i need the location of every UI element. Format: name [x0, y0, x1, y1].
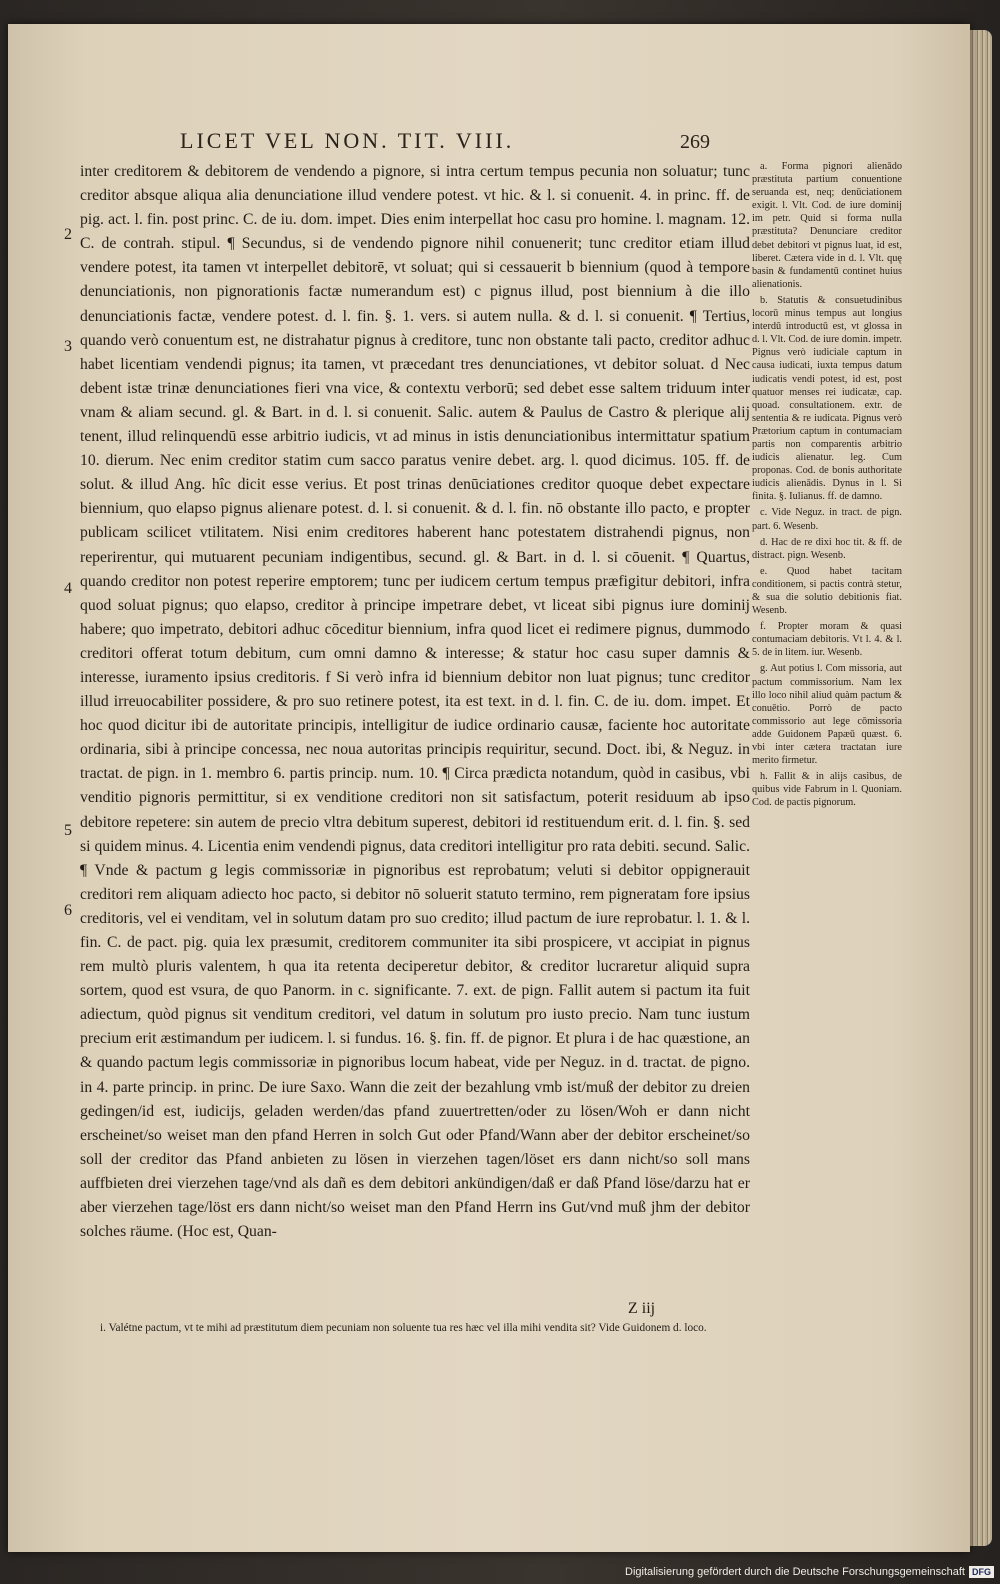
margin-number: 2	[64, 226, 72, 243]
digitization-stamp	[625, 1566, 994, 1578]
side-note: f. Propter moram & quasi contumaciam debitoris. Vt l. 4. & l. 5. de in litem. iur. Wesenb.	[752, 621, 902, 659]
main-text-block	[80, 160, 750, 1360]
side-note: h. Fallit & in alijs casibus, de quibus vide Fabrum in l. Quoniam. Cod. de pactis pignorum.	[752, 771, 902, 809]
footnote: i. Valétne pactum, vt te mihi ad præstitutum diem pecuniam non soluente tua res hæc vel illa mihi vendita sit? Vide Guidonem d. loco.	[100, 1322, 707, 1334]
side-notes-column	[752, 160, 902, 1340]
side-note: d. Hac de re dixi hoc tit. & ff. de distract. pign. Wesenb.	[752, 536, 902, 561]
side-note: a. Forma pignori alienādo præstituta partium conuentione seruanda est, neq; denūciationem exigit. l. Vlt. Cod. de iure dominij im petr. Quid si forma nulla præstituta? Denunciare creditor debet debitori vt pignus luat, id est, liberet. Cætera vide in d. l. Vlt. quę basin & fundamentū continet huius alienationis.	[752, 161, 902, 290]
margin-number: 4	[64, 580, 72, 597]
digitization-text: Digitalisierung gefördert durch die Deutsche Forschungsgemeinschaft	[625, 1566, 965, 1578]
main-paragraph: inter creditorem & debitorem de vendendo a pignore, si intra certum tempus pecunia non soluatur; tunc creditor absque aliqua alia denunciatione illud vendere potest. vt hic. & l. si conuenit. 4. in princ. ff. de pig. act. l. fin. post princ. C. de iu. dom. impet. Dies enim interpellat hoc casu pro homine. l. magnam. 12. C. de contrah. stipul. ¶ Secundus, si de vendendo pignore nihil conuenerit; tunc creditor etiam illud vendere potest, ita tamen vt interpellet debitorē, vt soluat; qui si cessauerit b biennium (quod à tempore denunciationis, non pignorationis factæ numerandum est) c pignus illud, post biennium à die illo denunciationis factæ, vendere potest. d. l. fin. §. 1. vers. si autem nulla. & d. l. si conuenit. ¶ Tertius, quando verò conuentum est, ne distrahatur pignus à creditore, tunc non obstante tali pacto, creditor adhuc habet licentiam vendendi pignus; ita tamen, vt præcedant tres denunciationes, vt debitor soluat. d Nec debent istæ trinæ denunciationes fieri vna vice, & contextu verborū; sed debet esse saltem triduum inter vnam & aliam secund. gl. & Bart. in d. l. si conuenit. Salic. autem & Paulus de Castro & plerique alij tenent, illud relinquendū esse arbitrio iudicis, vt ad minus in istis denunciationibus intermittatur spatium 10. dierum. Nec enim creditor statim cum sacco paratus venire debet. arg. l. quod dicimus. 105. ff. de solut. & illud Ang. hîc dicit esse verius. Et post trinas denūciationes creditor quoque debet expectare biennium, quo elapso pignus alienare potest. d. l. si conuenit. & d. l. fin. nō obstante illo pacto, e propter publicam scilicet vtilitatem. Nisi enim creditores haberent hanc potestatem distrahendi pignus, non reperirentur, qui mutuarent pecuniam indigentibus, secund. gl. & Bart. in d. l. si cōuenit. ¶ Quartus, quando creditor non potest reperire emptorem; tunc per iudicem certum tempus præfigitur debitori, infra quod soluat pignus; quo elapso, creditor à principe impetrare debet, vt liceat sibi pignus iure dominij habere; quo impetrato, debitori adhuc cōceditur biennium, infra quod licet ei redimere pignus, dummodo creditori offerat totum debitum, cum omni damno & interesse; & statur hoc casu super damnis & interesse, iuramento ipsius creditoris. f Si verò infra id biennium debitor non luat pignus; tunc creditor illud irreuocabiliter possidere, & pro suo retinere potest, ita est text. in d. l. fin. C. de iu. dom. impet. Et hoc quod dicitur ibi de autoritate principis, intelligitur de iudice ordinario causæ, faciente hoc autoritate ordinaria, sibi à principe concessa, nec noua autoritas principis requiritur, secund. Doct. ibi, & Neguz. in tractat. de pign. in 1. membro 6. partis princip. num. 10. ¶ Circa prædicta notandum, quòd in casibus, vbi venditio pignoris permittitur, si ex venditione creditori non sit satisfactum, poterit residuum ab ipso debitore repetere: sin autem de precio vltra debitum superest, debitori id restituendum erit. d. l. fin. §. sed si quidem minus. 4. Licentia enim vendendi pignus, data creditori intelligitur pro rata debiti. secund. Salic. ¶ Vnde & pactum g legis commissoriæ in pignoribus est reprobatum; veluti si debitor oppignerauit creditori rem aliquam adiecto hoc pacto, si debitor nō soluerit statuto termino, rem pigneratam fore ipsius creditoris, vel ei venditam, vel in solutum datam pro suo credito; illud pactum de iure reprobatur. l. 1. & l. fin. C. de pact. pig. quia lex præsumit, creditorem communiter ita sibi prospicere, vt accipiat in pignus rem multò pluris valentem, h qua ita retenta deciperetur debitor, & creditor lucraretur aliquid supra sortem, quod est vsura, de quo Panorm. in c. significante. 7. ext. de pign. Fallit autem si pactum ita fuit adiectum, quòd pignus sit venditum creditori, vel datum in solutum pro iusto precio. Nam tunc iustum precium erit æstimandum per iudicem. l. si fundus. 16. §. fin. ff. de pignor. Et plura i de hac quæstione, an & quando pactum legis commissoriæ in pignoribus locum habeat, vide per Neguz. in d. tractat. de pigno. in 4. parte princip. in princ. De iure Saxo. Wann die zeit der bezahlung vmb ist/muß der debitor zu dreien gedingen/id est, iudicijs, geladen werden/das pfand zuuertretten/oder zu lösen/Woh er dann nicht erscheinet/so weiset man den pfand Herren in solch Gut oder Pfand/Wann aber der debitor erscheinet/so soll der creditor das Pfand anbieten zu lösen in vierzehen tagen/löset ers dann nicht/so soll mans auffbieten drei vierzehen tage/vnd als dañ es dem debitori ankündigen/daß er daß Pfand löse/darzu hat er aber vierzehen tage/löst ers dann nicht/so weiset man den Pfand Herrn ins Gut/vnd muß jhm der debitor solches räume. (Hoc est, Quan-	[80, 163, 750, 1241]
page-number: 269	[680, 131, 710, 153]
side-note: e. Quod habet tacitam conditionem, si pactis contrà stetur, & sua die solutio debitionis fiat. Wesenb.	[752, 565, 902, 617]
page-header	[180, 128, 710, 154]
book-page-edges	[970, 30, 992, 1546]
side-note: g. Aut potius l. Com missoria, aut pactum commissorium. Nam lex illo loco nihil aliud quàm pactum & conuētio. Porrò de pacto commissorio aut lege cōmissoria adde Guidonem Papæū quæst. 6. vbi inter cætera tractatan iure merito firmetur.	[752, 663, 902, 767]
margin-number: 6	[64, 902, 72, 919]
margin-number: 5	[64, 822, 72, 839]
margin-number: 3	[64, 338, 72, 355]
signature-mark: Z iij	[628, 1300, 656, 1317]
dfg-logo: DFG	[969, 1566, 994, 1578]
side-note: c. Vide Neguz. in tract. de pign. part. 6. Wesenb.	[752, 507, 902, 532]
running-title: LICET VEL NON. TIT. VIII.	[180, 128, 515, 153]
side-note: b. Statutis & consuetudinibus locorū minus tempus aut longius interdū introductū est, vt glossa in d. l. Vlt. Cod. de iure domin. impetr. Pignus verò iudiciale captum in causa iudicati, iuxta tempus datum iudicatis vendi potest, id est, post quatuor menses rei iudicatæ, cap. quoad. consultationem. extr. de sententia & re iudicata. Pignus verò Prætorium captum in contumaciam partis non comparentis arbitrio iudicis alienatur. leg. Cum proponas. Cod. de bonis authoritate iudicis alienādis. Dynus in l. Si finita. §. Iulianus. ff. de damno.	[752, 294, 902, 503]
